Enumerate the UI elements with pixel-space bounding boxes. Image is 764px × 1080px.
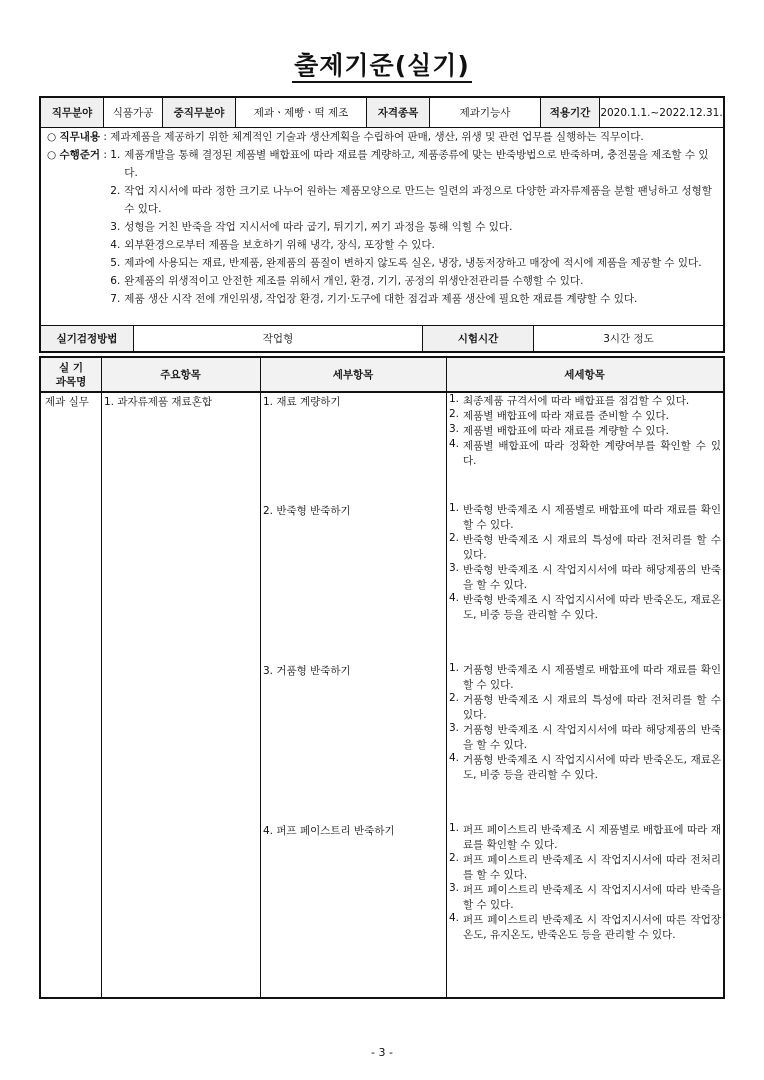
standard-number: 7. xyxy=(110,293,121,305)
detail-number: 4. xyxy=(449,752,460,764)
detail-item xyxy=(449,662,721,692)
detail-text: 거품형 반죽제조 시 작업지시서에 따라 반죽온도, 재료온도, 비중 등을 관리할 수 있다. xyxy=(463,754,721,781)
detail-item xyxy=(449,692,721,722)
detail-item xyxy=(449,882,721,912)
period-label: 적용기간 xyxy=(541,98,600,127)
detail-item xyxy=(449,423,721,438)
detail-text: 거품형 반죽제조 시 재료의 특성에 따라 전처리를 할 수 있다. xyxy=(463,694,721,721)
detail-number: 2. xyxy=(449,852,460,864)
detail-item xyxy=(449,502,721,532)
subfield-label: 중직무분야 xyxy=(163,98,236,127)
standard-text: 제과에 사용되는 재료, 반제품, 완제품의 품질이 변하지 않도록 실온, 냉장, 냉동저장하고 매장에 적시에 제품을 제공할 수 있다. xyxy=(124,257,702,269)
standard-item xyxy=(110,182,717,218)
header-row xyxy=(39,96,725,128)
qual-value: 제과기능사 xyxy=(430,98,541,127)
duty-content-label: 직무내용 xyxy=(59,131,101,143)
detail-text: 반죽형 반죽제조 시 제품별로 배합표에 따라 재료를 확인할 수 있다. xyxy=(463,504,721,531)
detail-text: 퍼프 페이스트리 반죽제조 시 작업지시서에 따라 반죽을 할 수 있다. xyxy=(463,884,721,911)
standard-text: 제품개발을 통해 결정된 제품별 배합표에 따라 재료를 계량하고, 제품종류에 맞는 반죽방법으로 반죽하며, 충전물을 제조할 수 있다. xyxy=(124,149,709,179)
qual-label: 자격종목 xyxy=(367,98,430,127)
page-number: - 3 - xyxy=(371,1046,393,1059)
detail-number: 1. xyxy=(449,393,460,405)
detail-number: 4. xyxy=(449,438,460,450)
duty-standard-row xyxy=(47,146,717,308)
standard-number: 2. xyxy=(110,185,121,197)
duty-content-label-wrap: ○ 직무내용 : xyxy=(47,131,111,143)
detail-text: 거품형 반죽제조 시 제품별로 배합표에 따라 재료를 확인할 수 있다. xyxy=(463,664,721,691)
detail-text: 반죽형 반죽제조 시 재료의 특성에 따라 전처리를 할 수 있다. xyxy=(463,534,721,561)
detail-text: 제품별 배합표에 따라 재료를 계량할 수 있다. xyxy=(463,425,669,437)
page-title-text: 출제기준(실기) xyxy=(292,51,472,83)
standard-item xyxy=(110,236,717,254)
detail-text: 퍼프 페이스트리 반죽제조 시 제품별로 배합표에 따라 재료를 확인할 수 있다. xyxy=(463,824,721,851)
detail-item xyxy=(449,562,721,592)
standard-text: 완제품의 위생적이고 안전한 제조를 위해서 개인, 환경, 기기, 공정의 위생안전관리를 수행할 수 있다. xyxy=(124,275,584,287)
detail-block xyxy=(449,662,721,782)
period-value: 2020.1.1.~2022.12.31. xyxy=(600,106,723,119)
subfield-value: 제과ㆍ제빵ㆍ떡 제조 xyxy=(236,98,367,127)
detail-number: 3. xyxy=(449,722,460,734)
header-main: 주요항목 xyxy=(160,368,201,381)
duty-standard-label: 수행준거 xyxy=(59,149,101,161)
duty-content-text: 제과제품을 제공하기 위한 체계적인 기술과 생산계획을 수립하여 판매, 생산, 위생 및 관련 업무를 실행하는 직무이다. xyxy=(110,131,644,143)
standard-number: 3. xyxy=(110,221,121,233)
detail-text: 반죽형 반죽제조 시 작업지시서에 따라 반죽온도, 재료온도, 비중 등을 관리할 수 있다. xyxy=(463,594,721,621)
detail-item xyxy=(449,592,721,622)
detail-number: 1. xyxy=(449,662,460,674)
detail-item xyxy=(449,722,721,752)
detail-number: 2. xyxy=(449,532,460,544)
sub-item-cell: 3. 거품형 반죽하기 xyxy=(263,665,351,677)
detail-number: 1. xyxy=(449,822,460,834)
header-subject: 실 기 과목명 xyxy=(55,361,87,388)
standard-text: 성형을 거친 반죽을 작업 지시서에 따라 굽기, 튀기기, 찌기 과정을 통해 익힐 수 있다. xyxy=(124,221,513,233)
method-value: 작업형 xyxy=(134,326,423,351)
duty-content-row xyxy=(47,128,717,146)
time-value: 3시간 정도 xyxy=(603,333,654,345)
detail-item xyxy=(449,822,721,852)
field-value: 식품가공 xyxy=(104,98,163,127)
detail-item xyxy=(449,393,721,408)
col-divider xyxy=(260,358,261,997)
standard-text: 제품 생산 시작 전에 개인위생, 작업장 환경, 기기·도구에 대한 점검과 제품 생산에 필요한 재료를 계량할 수 있다. xyxy=(124,293,638,305)
standard-number: 6. xyxy=(110,275,121,287)
detail-block xyxy=(449,393,721,468)
standard-number: 5. xyxy=(110,257,121,269)
detail-text: 거품형 반죽제조 시 작업지시서에 따라 해당제품의 반죽을 할 수 있다. xyxy=(463,724,721,751)
sub-item-cell: 1. 재료 계량하기 xyxy=(263,396,341,408)
detail-item xyxy=(449,532,721,562)
detail-number: 3. xyxy=(449,423,460,435)
standard-text: 외부환경으로부터 제품을 보호하기 위해 냉각, 장식, 포장할 수 있다. xyxy=(124,239,435,251)
standard-item xyxy=(110,254,717,272)
detail-text: 제품별 배합표에 따라 재료를 준비할 수 있다. xyxy=(463,410,669,422)
detail-item xyxy=(449,408,721,423)
standard-item xyxy=(110,146,717,182)
detail-number: 4. xyxy=(449,592,460,604)
detail-block xyxy=(449,502,721,622)
header-sub: 세부항목 xyxy=(332,368,374,381)
detail-number: 2. xyxy=(449,692,460,704)
detail-number: 1. xyxy=(449,502,460,514)
standard-item xyxy=(110,272,717,290)
col-divider xyxy=(446,358,447,997)
detail-number: 3. xyxy=(449,882,460,894)
detail-item xyxy=(449,752,721,782)
main-item-cell: 1. 과자류제품 재료혼합 xyxy=(104,396,212,408)
standard-number: 4. xyxy=(110,239,121,251)
detail-text: 최종제품 규격서에 따라 배합표를 점검할 수 있다. xyxy=(463,395,690,407)
detail-item xyxy=(449,912,721,942)
field-label: 직무분야 xyxy=(41,98,104,127)
detail-text: 퍼프 페이스트리 반죽제조 시 작업지시서에 따른 작업장온도, 유지온도, 반죽온도 등을 관리할 수 있다. xyxy=(463,914,721,941)
detail-block xyxy=(449,822,721,942)
detail-number: 3. xyxy=(449,562,460,574)
detail-item xyxy=(449,852,721,882)
header-detail: 세세항목 xyxy=(564,368,605,381)
criteria-table xyxy=(39,356,725,999)
sub-item-cell: 4. 퍼프 페이스트리 반죽하기 xyxy=(263,825,395,837)
method-label: 실기검정방법 xyxy=(41,326,134,351)
detail-item xyxy=(449,438,721,468)
standard-item xyxy=(110,290,717,308)
standard-item xyxy=(110,218,717,236)
duty-standard-label-wrap: ○ 수행준거 : xyxy=(47,149,111,161)
detail-number: 4. xyxy=(449,912,460,924)
subject-cell: 제과 실무 xyxy=(45,396,89,408)
method-row xyxy=(39,326,725,353)
col-divider xyxy=(101,358,102,997)
detail-text: 반죽형 반죽제조 시 작업지시서에 따라 해당제품의 반죽을 할 수 있다. xyxy=(463,564,721,591)
sub-item-cell: 2. 반죽형 반죽하기 xyxy=(263,505,351,517)
detail-number: 2. xyxy=(449,408,460,420)
standard-text: 작업 지시서에 따라 정한 크기로 나누어 원하는 제품모양으로 만드는 일련의 과정으로 다양한 과자류제품을 분할 팬닝하고 성형할 수 있다. xyxy=(124,185,712,215)
detail-text: 제품별 배합표에 따라 정확한 계량여부를 확인할 수 있다. xyxy=(463,440,721,467)
standards-list xyxy=(110,146,717,308)
duty-section xyxy=(39,127,725,326)
page-title xyxy=(0,46,764,82)
time-label: 시험시간 xyxy=(423,326,534,351)
detail-text: 퍼프 페이스트리 반죽제조 시 작업지시서에 따라 전처리를 할 수 있다. xyxy=(463,854,721,881)
standard-number: 1. xyxy=(110,149,121,161)
